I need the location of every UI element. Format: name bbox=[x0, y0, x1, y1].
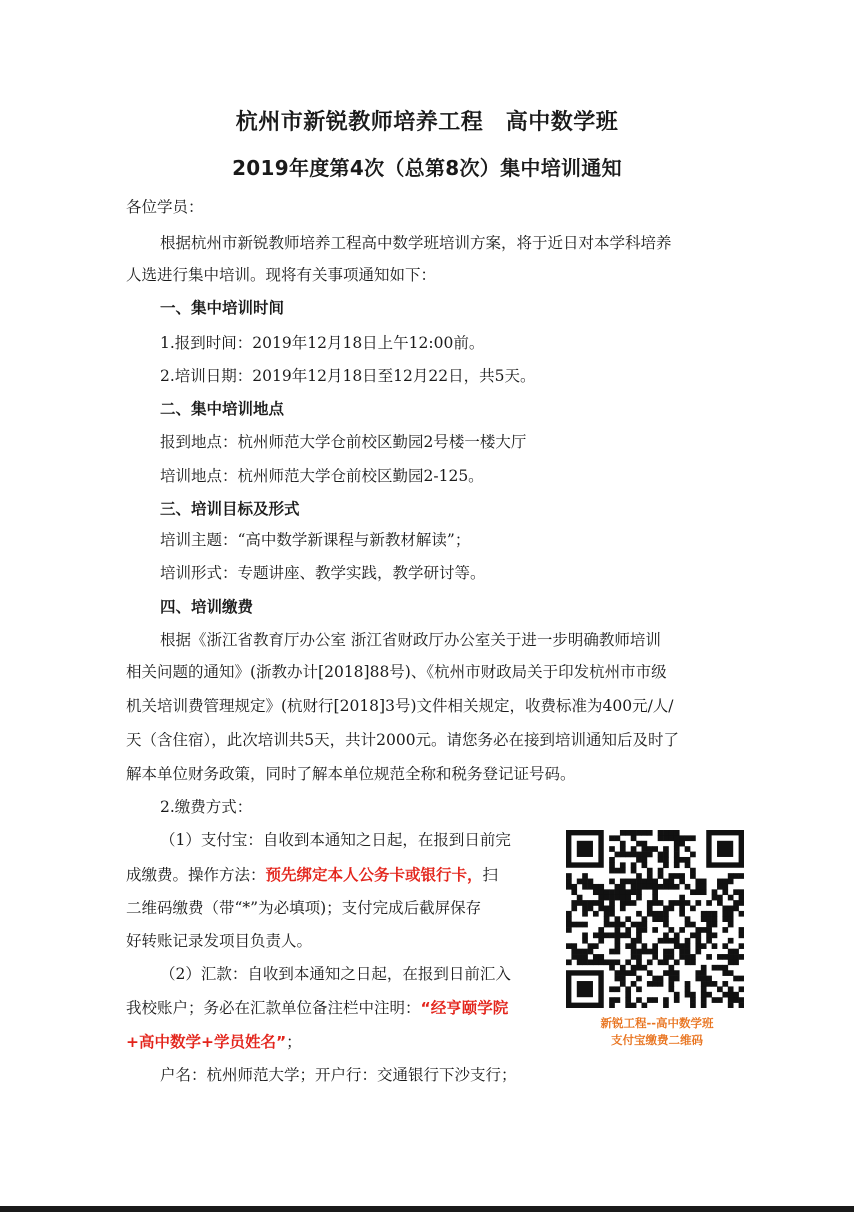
alipay-qr-code bbox=[566, 830, 744, 1008]
alipay-line: （1）支付宝：自收到本通知之日起，在报到日前完 bbox=[160, 831, 511, 849]
remit-line bbox=[126, 998, 508, 1018]
report-time: 1.报到时间：2019年12月18日上午12:00前。 bbox=[160, 334, 485, 352]
fee-paragraph-line: 根据《浙江省教育厅办公室 浙江省财政厅办公室关于进一步明确教师培训 bbox=[160, 631, 661, 649]
qr-code-icon bbox=[566, 830, 744, 1008]
greeting: 各位学员： bbox=[126, 198, 204, 216]
alipay-text: 成缴费。操作方法： bbox=[126, 866, 266, 884]
intro-line: 根据杭州市新锐教师培养工程高中数学班培训方案，将于近日对本学科培养 bbox=[160, 234, 672, 252]
intro-line: 人选进行集中培训。现将有关事项通知如下： bbox=[126, 266, 437, 284]
alipay-emphasis: 预先绑定本人公务卡或银行卡， bbox=[265, 866, 483, 884]
page-bottom-rule bbox=[0, 1206, 854, 1212]
remit-emphasis: “经亨颐学院 bbox=[420, 999, 509, 1017]
remit-text: 我校账户；务必在汇款单位备注栏中注明： bbox=[126, 999, 421, 1017]
alipay-text: 扫 bbox=[482, 866, 499, 884]
qr-caption-line: 新锐工程--高中数学班 bbox=[600, 1016, 714, 1030]
section-heading-fees: 四、培训缴费 bbox=[160, 598, 254, 616]
remit-emphasis: +高中数学+学员姓名” bbox=[126, 1033, 287, 1051]
training-dates: 2.培训日期：2019年12月18日至12月22日，共5天。 bbox=[160, 367, 536, 385]
training-theme: 培训主题：“高中数学新课程与新教材解读”； bbox=[160, 531, 471, 549]
training-format: 培训形式：专题讲座、教学实践，教学研讨等。 bbox=[160, 564, 486, 582]
section-heading-goals: 三、培训目标及形式 bbox=[160, 500, 300, 518]
qr-caption-line: 支付宝缴费二维码 bbox=[611, 1033, 703, 1047]
alipay-line: 好转账记录发项目负责人。 bbox=[126, 932, 313, 950]
section-heading-time: 一、集中培训时间 bbox=[160, 299, 285, 317]
page-title: 杭州市新锐教师培养工程 高中数学班 bbox=[235, 110, 619, 135]
training-location: 培训地点：杭州师范大学仓前校区勤园2-125。 bbox=[160, 467, 484, 485]
fee-paragraph-line: 机关培训费管理规定》(杭财行[2018]3号)文件相关规定，收费标准为400元/人/ bbox=[126, 697, 674, 715]
fee-paragraph-line: 解本单位财务政策，同时了解本单位规范全称和税务登记证号码。 bbox=[126, 765, 576, 783]
alipay-line bbox=[126, 865, 498, 885]
payment-method-heading: 2.缴费方式： bbox=[160, 798, 253, 816]
remit-line bbox=[126, 1032, 302, 1052]
fee-paragraph-line: 天（含住宿），此次培训共5天，共计2000元。请您务必在接到培训通知后及时了 bbox=[126, 731, 680, 749]
page-subtitle: 2019年度第4次（总第8次）集中培训通知 bbox=[232, 156, 622, 180]
section-heading-location: 二、集中培训地点 bbox=[160, 400, 285, 418]
remit-text: ； bbox=[286, 1033, 302, 1051]
remit-line: （2）汇款：自收到本通知之日起，在报到日前汇入 bbox=[160, 965, 511, 983]
alipay-line: 二维码缴费（带“*”为必填项)；支付完成后截屏保存 bbox=[126, 899, 482, 917]
account-info: 户名：杭州师范大学；开户行：交通银行下沙支行； bbox=[160, 1066, 517, 1084]
report-location: 报到地点：杭州师范大学仓前校区勤园2号楼一楼大厅 bbox=[160, 433, 527, 451]
fee-paragraph-line: 相关问题的通知》(浙教办计[2018]88号)、《杭州市财政局关于印发杭州市市级 bbox=[126, 663, 667, 681]
